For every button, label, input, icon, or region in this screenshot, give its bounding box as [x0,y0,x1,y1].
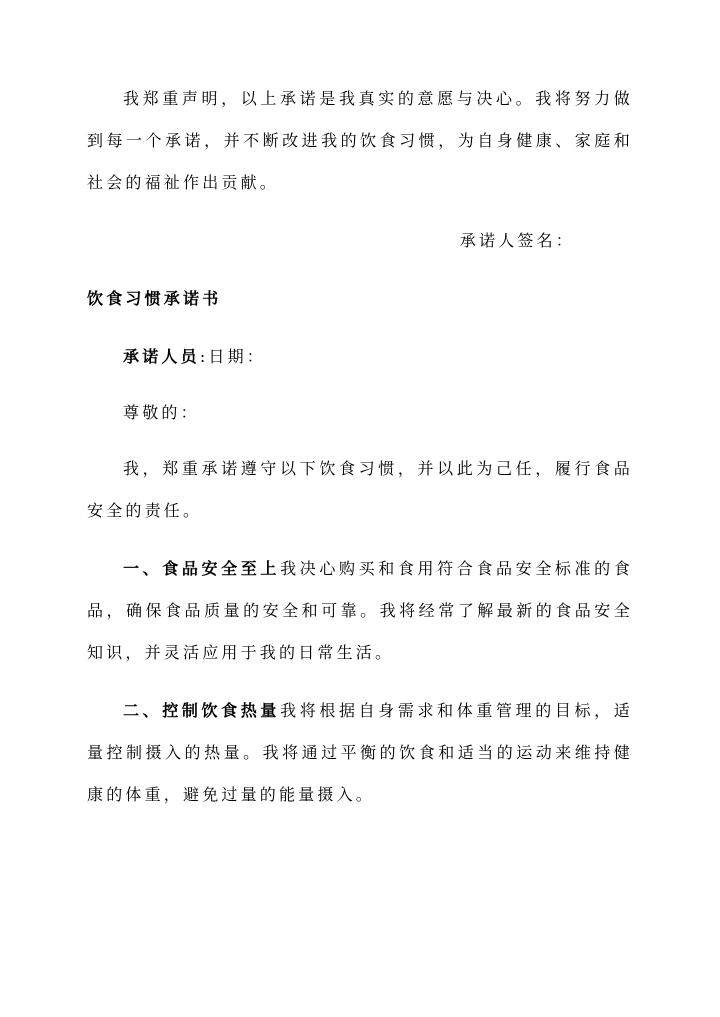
date-label: :日期： [199,347,267,366]
intro-paragraph: 我，郑重承诺遵守以下饮食习惯，并以此为己任，履行食品安全的责任。 [87,459,633,520]
pledge-item-2-heading: 二、控制饮食热量 [123,701,281,720]
pledge-item-1 [87,548,633,674]
pledge-item-2-body: 我将根据自身需求和体重管理的目标，适量控制摄入的热量。我将通过平衡的饮食和适当的运动来维持健康的体重，避免过量的能量摄入。 [87,701,633,804]
person-label: 承诺人员 [123,347,200,366]
person-date-line [87,336,633,378]
salutation: 尊敬的： [123,403,200,422]
document-title: 饮食习惯承诺书 [87,289,222,308]
pledge-item-2 [87,690,633,816]
signature-label: 承诺人签名： [459,231,575,250]
pledge-item-1-heading: 一、食品安全至上 [123,559,281,578]
pledge-item-1-body: 我决心购买和食用符合食品安全标准的食品，确保食品质量的安全和可靠。我将经常了解最新的食品安全知识，并灵活应用于我的日常生活。 [87,559,633,662]
declaration-paragraph: 我郑重声明，以上承诺是我真实的意愿与决心。我将努力做到每一个承诺，并不断改进我的饮食习惯，为自身健康、家庭和社会的福祉作出贡献。 [87,89,633,192]
